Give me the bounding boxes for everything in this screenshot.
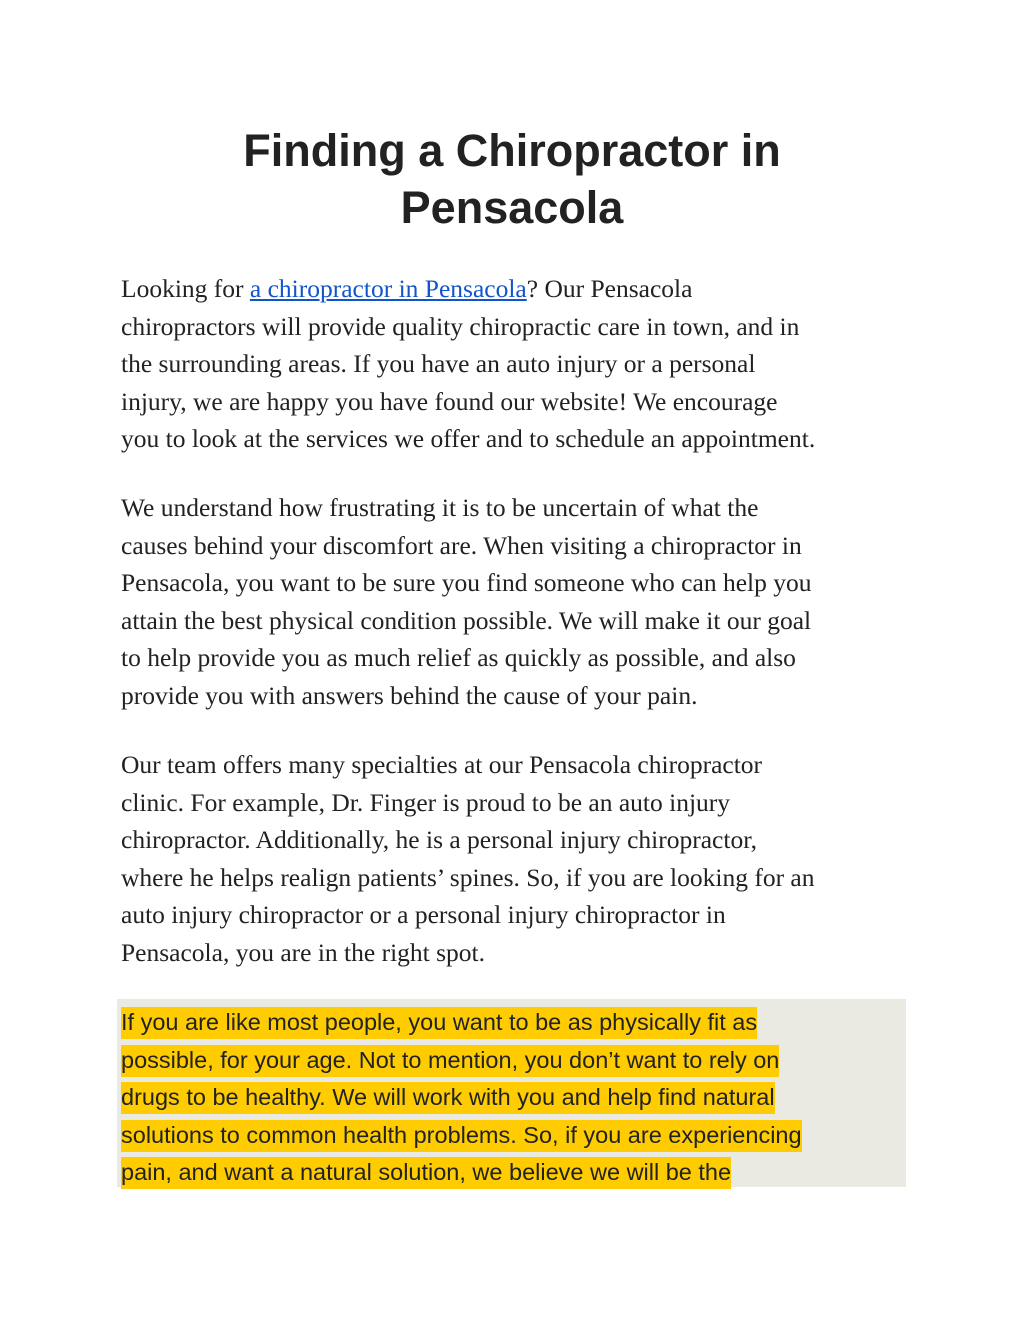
paragraph-line: Pensacola, you want to be sure you find someone who can help you	[121, 568, 812, 597]
page-title	[112, 122, 912, 236]
highlighted-text: If you are like most people, you want to be as physically fit as	[121, 1007, 757, 1039]
highlighted-line	[121, 1117, 802, 1155]
paragraph-line: provide you with answers behind the cause of your pain.	[121, 680, 698, 710]
highlighted-text: solutions to common health problems. So, if you are experiencing	[121, 1120, 802, 1152]
text-before-link: Looking for	[121, 274, 250, 303]
paragraph-line: you to look at the services we offer and to schedule an appointment.	[121, 424, 816, 453]
paragraph-line: auto injury chiropractor or a personal injury chiropractor in	[121, 900, 726, 929]
chiropractor-pensacola-link[interactable]: a chiropractor in Pensacola	[249, 274, 527, 303]
paragraph-line: where he helps realign patients’ spines. So, if you are looking for an	[121, 862, 815, 892]
highlighted-line	[121, 1004, 802, 1042]
paragraph-line: chiropractor. Additionally, he is a personal injury chiropractor,	[121, 825, 758, 854]
paragraph-line: the surrounding areas. If you have an auto injury or a personal	[121, 349, 756, 378]
highlighted-text: pain, and want a natural solution, we believe we will be the	[121, 1157, 731, 1189]
paragraph-line: chiropractors will provide quality chiropractic care in town, and in	[121, 311, 800, 341]
paragraph-specialties	[121, 746, 911, 971]
paragraph-intro	[121, 270, 911, 458]
paragraph-line: Pensacola, you are in the right spot.	[121, 937, 485, 967]
highlighted-text: drugs to be healthy. We will work with you and help find natural	[121, 1082, 775, 1114]
paragraph-line	[121, 270, 911, 308]
paragraph-line: to help provide you as much relief as quickly as possible, and also	[121, 643, 796, 672]
highlighted-text: possible, for your age. Not to mention, you don’t want to rely on	[121, 1045, 779, 1077]
paragraph-line: attain the best physical condition possible. We will make it our goal	[121, 605, 812, 635]
paragraph-line: injury, we are happy you have found our website! We encourage	[121, 386, 778, 416]
highlighted-line	[121, 1042, 802, 1080]
text-after-link: ? Our Pensacola	[526, 274, 693, 303]
highlighted-line	[121, 1079, 802, 1117]
paragraph-understanding	[121, 489, 911, 714]
paragraph-line: Our team offers many specialties at our Pensacola chiropractor	[121, 750, 763, 779]
title-line: Finding a Chiropractor in	[243, 125, 781, 176]
highlighted-paragraph	[121, 1004, 802, 1192]
paragraph-line: We understand how frustrating it is to be uncertain of what the	[121, 493, 759, 522]
paragraph-line: causes behind your discomfort are. When visiting a chiropractor in	[121, 530, 802, 560]
highlighted-line	[121, 1154, 802, 1192]
paragraph-line: clinic. For example, Dr. Finger is proud to be an auto injury	[121, 787, 731, 817]
title-line: Pensacola	[400, 182, 624, 233]
